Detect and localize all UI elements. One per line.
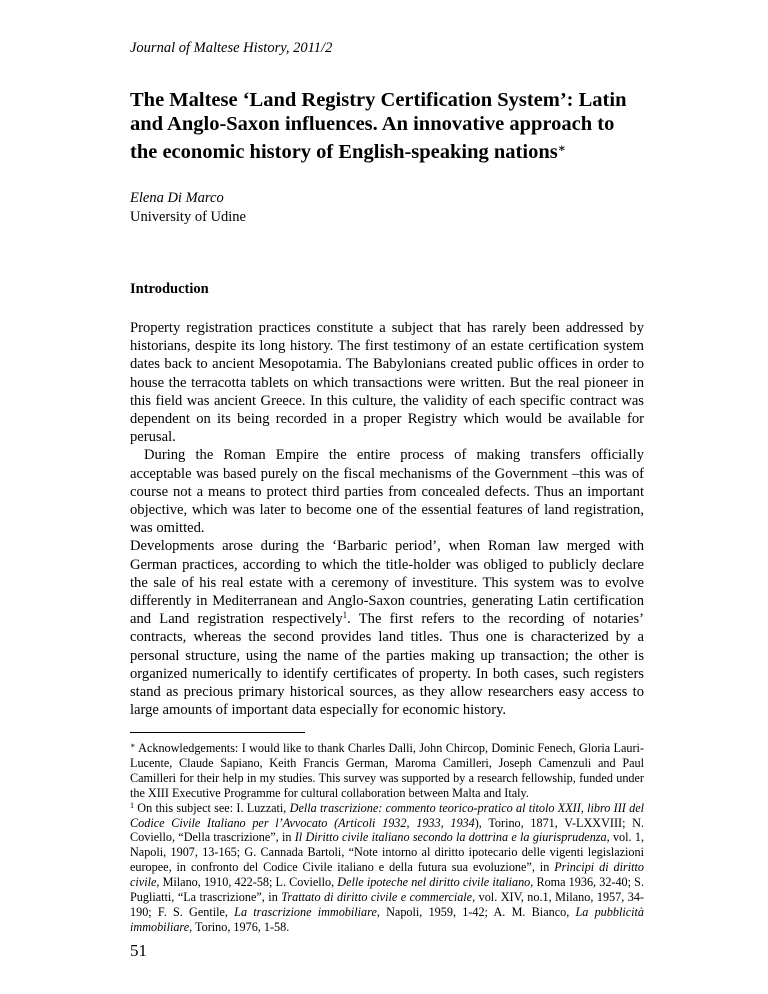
title-text: The Maltese ‘Land Registry Certification System’: Latin and Anglo-Saxon influences. An innovative approach to the economic history of English-speaking nations [130,89,627,163]
footnote-1-text: , Torino, 1976, 1-58. [189,919,290,934]
author-affiliation: University of Udine [130,209,246,225]
footnote-star-text: Acknowledgements: I would like to thank Charles Dalli, John Chircop, Dominic Fenech, Gloria Lauri-Lucente, Claude Sapiano, Keith Francis German, Maroma Camilleri, Joseph Camenzuli and Paul Camilleri for their help in my studies. This survey was supported by a research fellowship, funded under the XIII Executive Programme for cultural collaboration between Malta and Italy. [130,741,644,800]
page-number: 51 [130,941,147,960]
footnote-1-text: vol. XIV, no.1, Milano, 1957, 34-190; F. S. Gentile, [130,890,644,919]
running-header: Journal of Maltese History, 2011/2 [130,40,333,56]
footnote-1-citation: Della trascrizione: commento teorico-pratico al titolo XXII, libro III del Codice Civile Italiano per l’Avvocato (Articoli 1932, 1933, 1934 [130,800,644,830]
footnote-1-text: vol. 1, Napoli, 1907, 13-165; G. Cannada Bartoli, “Note intorno al diritto ipotecario delle vigenti legislazioni europee, in confronto del Codice Civile italiano e della futura sua evoluzione”, in [130,830,644,875]
footnote-1-citation: , Delle ipoteche nel diritto civile italiano, [331,875,534,890]
title-footnote-mark[interactable]: ∗ [557,141,566,155]
paper-title [130,88,644,164]
footnote-1-text: ), Torino, 1871, V-LXXVIII; N. Coviello, “Della trascrizione”, in [130,815,645,845]
footnote-1-text: Roma 1936, 32-40; S. Pugliatti, “La trascrizione”, in [130,875,644,905]
paragraph-3 [130,537,644,719]
footnote-1 [130,801,644,935]
author-name: Elena Di Marco [130,190,224,206]
footnote-1-citation: La trascrizione immobiliare [234,904,377,919]
body-text [130,319,644,719]
footnote-star [130,741,644,801]
paragraph-3-text-b: . The first refers to the recording of notaries’ contracts, whereas the second provides land titles. Thus one is characterized by a personal structure, using the name of the parties making up transaction; the other is organized numerically to identify certificates of property. In both cases, such registers stand as precious primary historical sources, as they allow researchers easy access to large amounts of important data especially for economic history. [130,611,644,719]
footnote-divider [130,732,305,733]
footnote-ref-1[interactable]: 1 [342,610,348,621]
section-heading: Introduction [130,281,209,297]
footnote-1-text: On this subject see: I. Luzzati, [134,800,290,815]
footnote-1-text: , Napoli, 1959, 1-42; A. M. Bianco, [376,904,576,919]
paragraph-2: During the Roman Empire the entire process of making transfers officially acceptable was based purely on the fiscal mechanisms of the Government –this was of course not a means to protect third parties from concealed defects. Thus an important objective, which was later to become one of the essential features of land registration, was omitted. [130,447,644,537]
footnote-1-citation: Trattato di diritto civile e commerciale, [281,890,476,905]
footnote-1-mark: 1 [130,800,134,810]
footnotes [130,741,644,935]
footnote-1-citation: Il Diritto civile italiano secondo la dottrina e la giurisprudenza, [294,830,610,845]
footnote-star-mark: ∗ [130,741,136,750]
footnote-1-citation: Principi di diritto civile [130,860,645,890]
footnote-1-citation: La pubblicità immobiliare [130,904,645,934]
footnote-1-text: , Milano, 1910, 422-58; L. Coviello [156,875,332,890]
paragraph-1: Property registration practices constitute a subject that has rarely been addressed by historians, despite its long history. The first testimony of an estate certification system dates back to ancient Mesopotamia. The Babylonians created public offices in order to house the terracotta tablets on which transactions were written. But the real pioneer in this field was ancient Greece. In this culture, the validity of each specific contract was dependent on its being recorded in a proper Registry which would be available for perusal. [130,320,644,446]
paragraph-3-text-a: Developments arose during the ‘Barbaric period’, when Roman law merged with German practices, according to which the title-holder was obliged to publicly declare the sale of his real estate with a ceremony of investiture. This system was to evolve differently in Mediterranean and Anglo-Saxon countries, generating Latin certification and Land registration respectively [130,538,644,628]
